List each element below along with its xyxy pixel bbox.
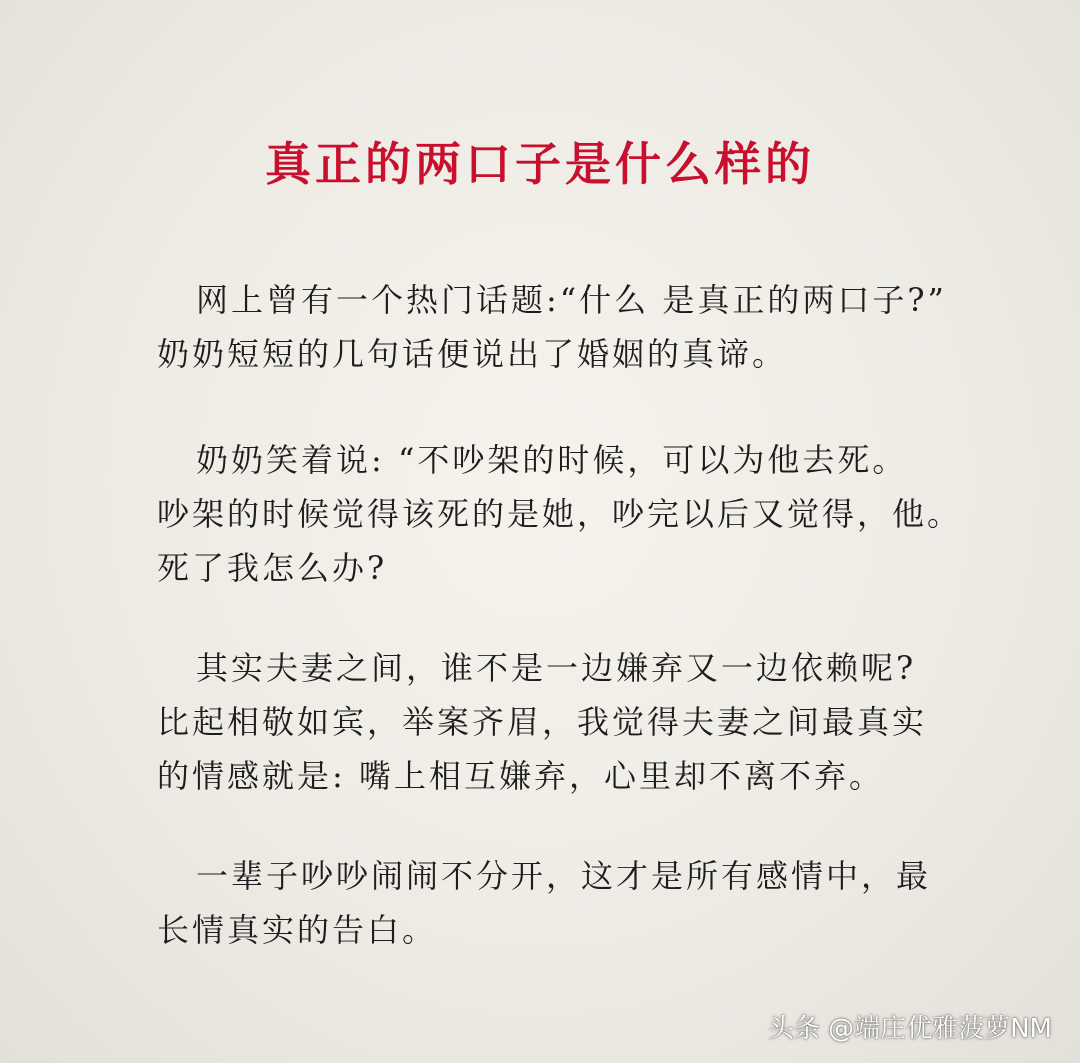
paragraph-line: 比起相敬如宾，举案齐眉，我觉得夫妻之间最真实 [157, 703, 928, 741]
paragraph-line: 一辈子吵吵闹闹不分开，这才是所有感情中，最 [196, 857, 932, 895]
page-title: 真正的两口子是什么样的 [265, 137, 815, 191]
paragraph-line: 长情真实的告白。 [157, 911, 438, 949]
paragraph-line: 死了我怎么办? [157, 549, 388, 587]
watermark: 头条 @端庄优雅菠萝NM [767, 1014, 1052, 1044]
paragraph-line: 其实夫妻之间，谁不是一边嫌弃又一边依赖呢? [196, 649, 917, 687]
paragraph-line: 的情感就是: 嘴上相互嫌弃，心里却不离不弃。 [157, 757, 884, 795]
paragraph-line: 奶奶短短的几句话便说出了婚姻的真谛。 [157, 335, 788, 373]
paragraph-line: 网上曾有一个热门话题:“什么 是真正的两口子?” [196, 281, 947, 319]
paragraph-line: 吵架的时候觉得该死的是她，吵完以后又觉得，他。 [157, 495, 963, 533]
paragraph-line: 奶奶笑着说: “不吵架的时候，可以为他去死。 [196, 441, 908, 479]
